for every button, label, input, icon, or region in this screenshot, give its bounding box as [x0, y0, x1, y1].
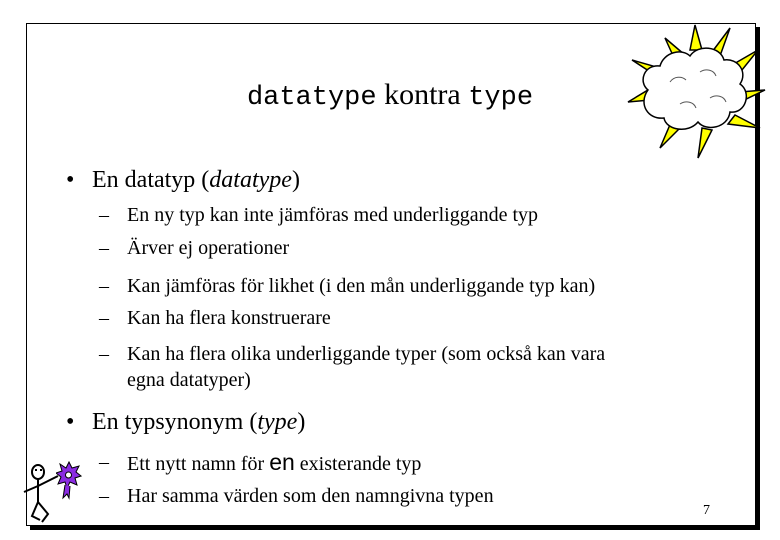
sub-item: [99, 199, 539, 231]
bullet-type-synonym: [66, 407, 306, 437]
page-number: 7: [703, 503, 710, 518]
sub-item-text: egna datatyper): [127, 369, 251, 391]
sub-item-text: Ärver ej operationer: [127, 237, 290, 259]
sub-item: [99, 232, 290, 264]
dash-glyph: –: [99, 307, 109, 329]
title-type: type: [468, 83, 534, 113]
dash-glyph: –: [99, 485, 109, 507]
bullet-datatype: [66, 165, 300, 195]
sub-item-text: Ett nytt namn för: [127, 453, 270, 475]
bullet-prefix: En datatyp (: [92, 167, 210, 193]
sub-item-text: Kan jämföras för likhet (i den mån underliggande typ kan): [127, 275, 596, 297]
bullet-italic: datatype: [209, 167, 292, 193]
title-datatype: datatype: [246, 83, 377, 113]
sub-item: [99, 480, 494, 512]
bullet-suffix: ): [291, 167, 300, 193]
dash-glyph: –: [99, 451, 109, 473]
sub-item: [99, 302, 331, 334]
sub-item-text: Har samma värden som den namngivna typen: [127, 485, 494, 507]
dash-glyph: –: [99, 275, 109, 297]
bullet-suffix: ): [297, 409, 306, 435]
ribbon-badge-icon: [56, 460, 82, 500]
sub-item-text: Kan ha flera olika underliggande typer (som också kan vara: [127, 343, 606, 365]
dash-glyph: –: [99, 237, 109, 259]
sub-item: [99, 446, 422, 480]
bullet-glyph: •: [66, 409, 75, 435]
sub-item: [99, 270, 596, 302]
sub-item-text: existerande typ: [294, 453, 422, 475]
bullet-glyph: •: [66, 167, 75, 193]
sub-item-text: Kan ha flera konstruerare: [127, 307, 331, 329]
sub-item-emph: en: [269, 449, 295, 475]
bullet-prefix: En typsynonym (: [92, 409, 258, 435]
sub-item-continuation: [127, 364, 251, 396]
sub-item-text: En ny typ kan inte jämföras med underliggande typ: [127, 204, 539, 226]
slide-title: [0, 75, 780, 118]
dash-glyph: –: [99, 204, 109, 226]
title-kontra: kontra: [384, 78, 461, 111]
dash-glyph: –: [99, 343, 109, 365]
bullet-italic: type: [257, 409, 298, 435]
